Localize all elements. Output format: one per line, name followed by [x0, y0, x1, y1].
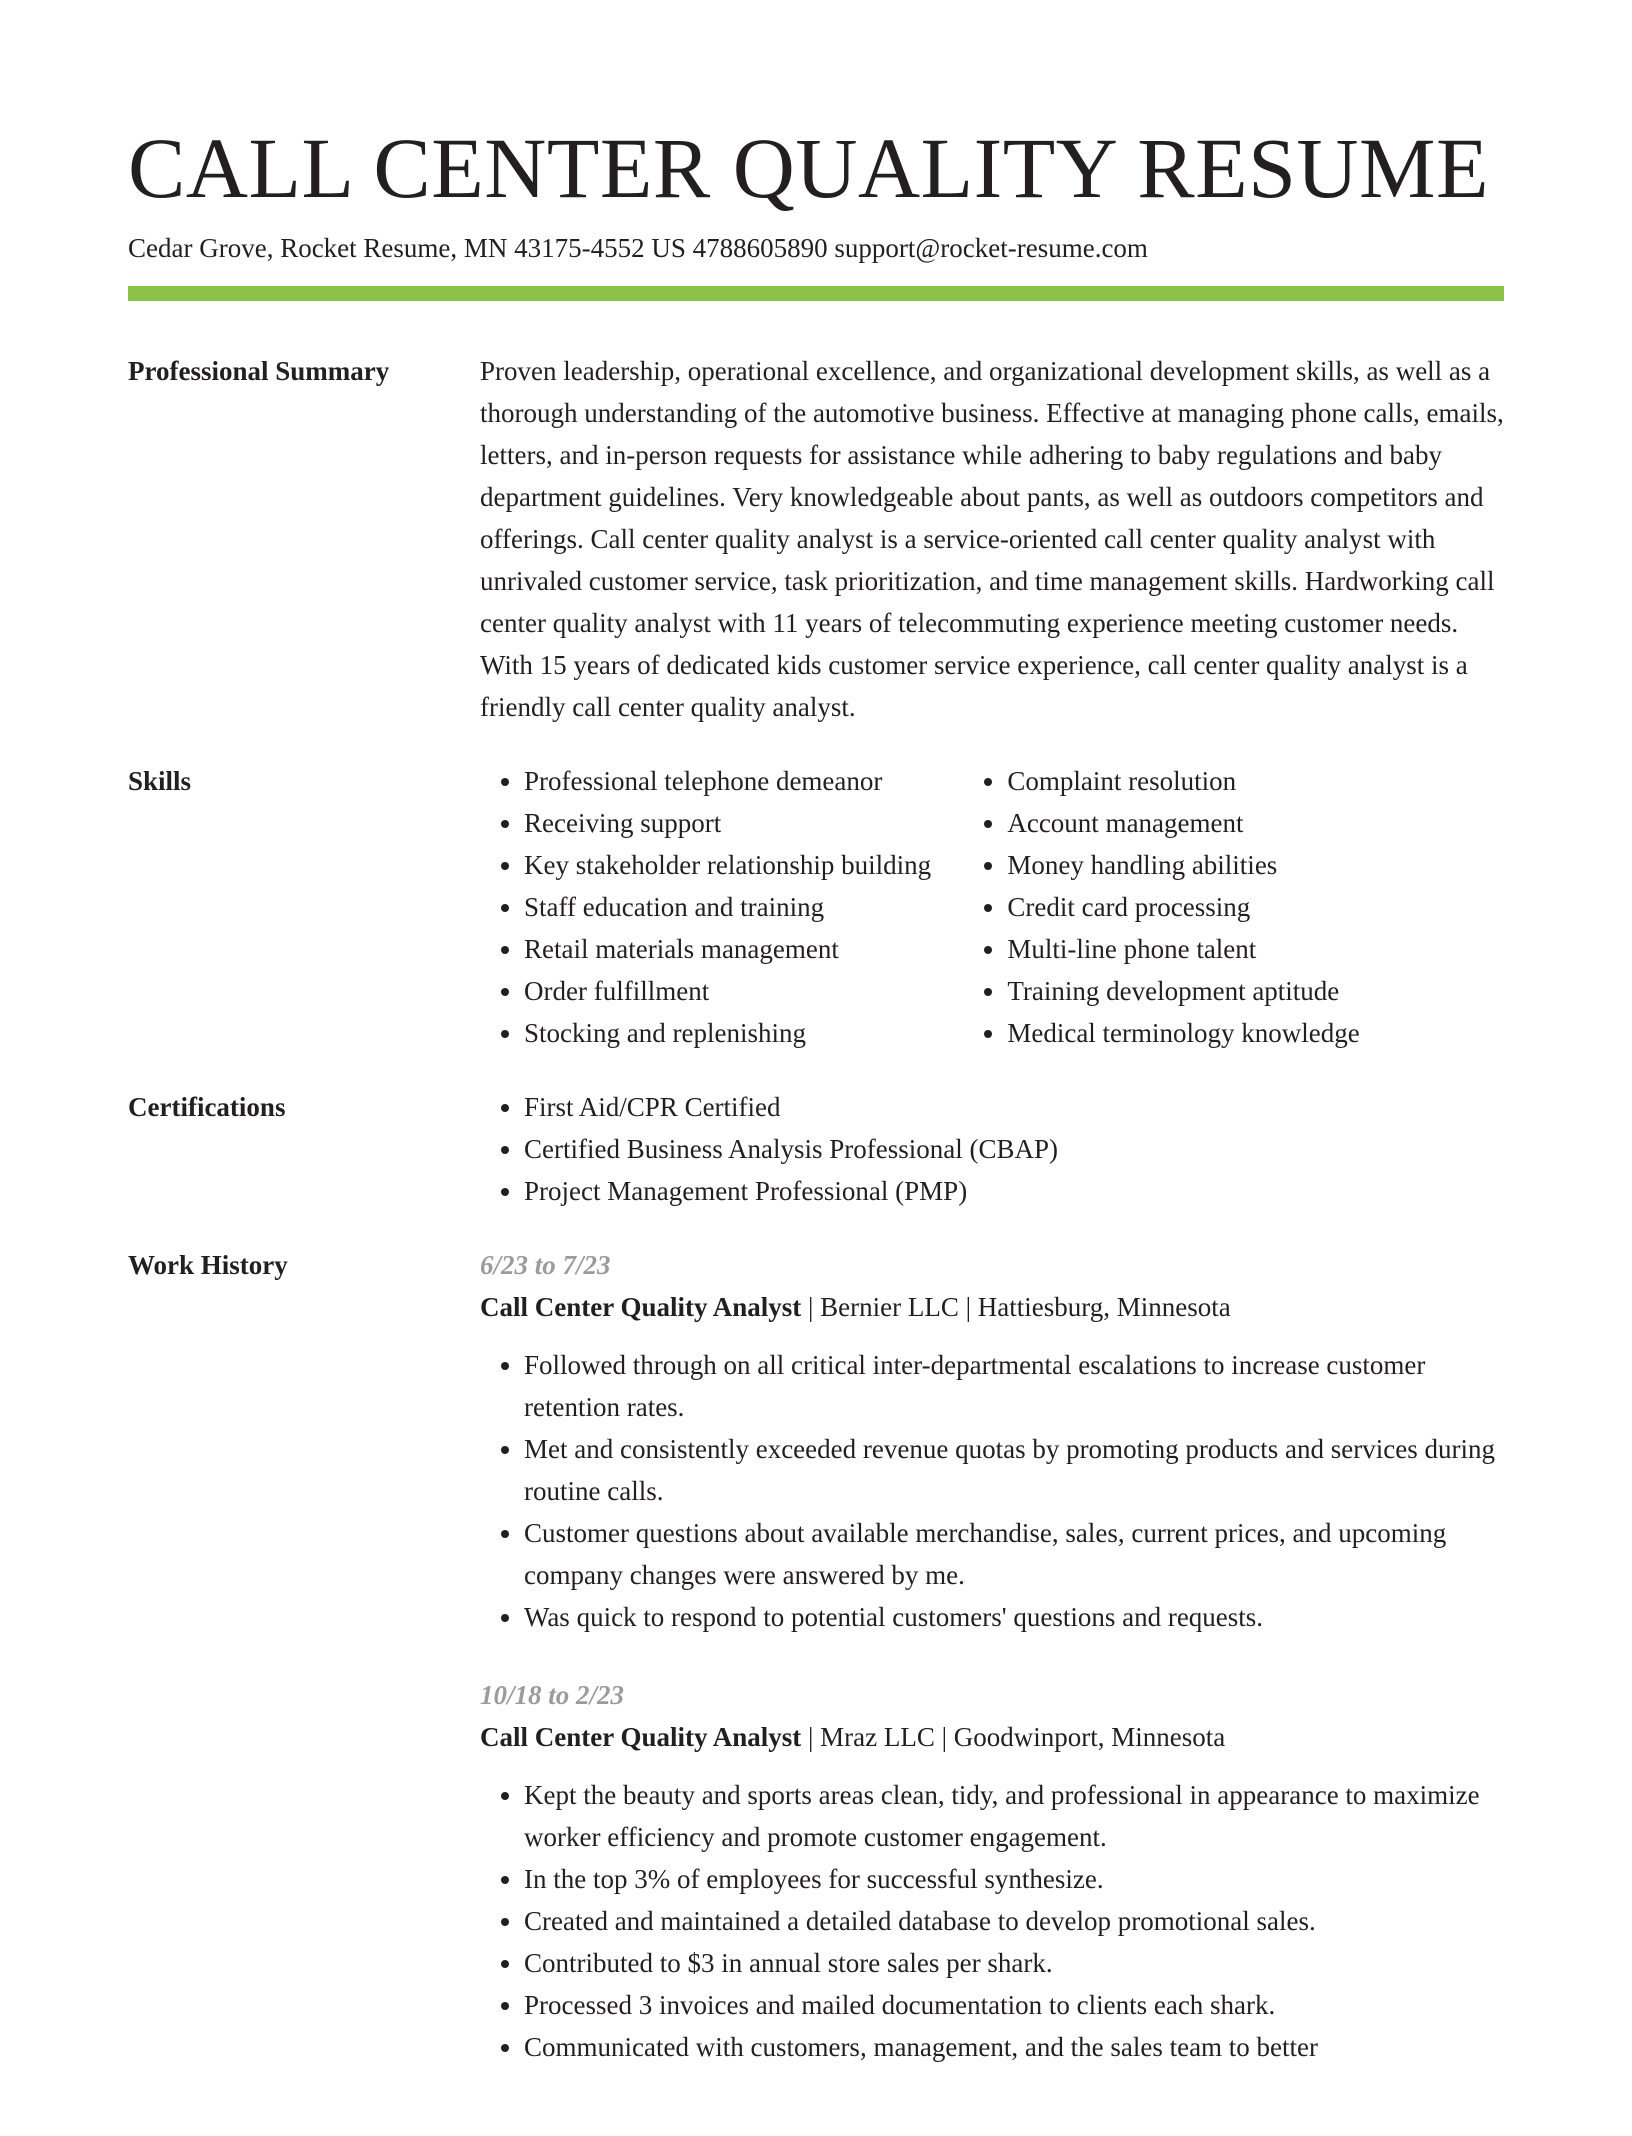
job-heading: [480, 1716, 1504, 1758]
summary-text: Proven leadership, operational excellence, and organizational development skills, as well as a thorough understanding of the automotive business. Effective at managing phone calls, emails, letters, and in-person requests for assistance while adhering to baby regulations and baby department guidelines. Very knowledgeable about pants, as well as outdoors competitors and offerings. Call center quality analyst is a service-oriented call center quality analyst with unrivaled customer service, task prioritization, and time management skills. Hardworking call center quality analyst with 11 years of telecommuting experience meeting customer needs. With 15 years of dedicated kids customer service experience, call center quality analyst is a friendly call center quality analyst.: [480, 356, 1504, 722]
job-title: Call Center Quality Analyst: [480, 1292, 802, 1322]
skills-list-left: [480, 760, 963, 1054]
job-bullet: • Customer questions about available merchandise, sales, current prices, and upcoming company changes were answered by me.: [524, 1512, 1504, 1596]
skill-item: • Staff education and training: [524, 886, 963, 928]
job-bullets: [480, 1774, 1504, 2068]
job-bullet: • Created and maintained a detailed database to develop promotional sales.: [524, 1900, 1504, 1942]
job-company: | Bernier LLC | Hattiesburg, Minnesota: [801, 1292, 1231, 1322]
job-bullet: • Followed through on all critical inter-departmental escalations to increase customer retention rates.: [524, 1344, 1504, 1428]
skill-item: • Multi-line phone talent: [1007, 928, 1504, 970]
certification-item: • Project Management Professional (PMP): [524, 1170, 1504, 1212]
skill-item: • Medical terminology knowledge: [1007, 1012, 1504, 1054]
job-entry: [480, 1674, 1504, 2068]
summary-body: [480, 350, 1504, 728]
section-certifications: [128, 1086, 1504, 1212]
job-bullet: • Processed 3 invoices and mailed documentation to clients each shark.: [524, 1984, 1504, 2026]
job-title: Call Center Quality Analyst: [480, 1722, 802, 1752]
job-entry: [480, 1244, 1504, 1638]
job-bullets: [480, 1344, 1504, 1638]
skills-list-right: [963, 760, 1504, 1054]
job-bullet: • Contributed to $3 in annual store sales per shark.: [524, 1942, 1504, 1984]
section-professional-summary: [128, 350, 1504, 728]
job-dates: 10/18 to 2/23: [480, 1680, 625, 1710]
work-history-body: [480, 1244, 1504, 2104]
skill-item: • Complaint resolution: [1007, 760, 1504, 802]
contact-line: Cedar Grove, Rocket Resume, MN 43175-4552 US 4788605890 support@rocket-resume.com: [128, 233, 1148, 263]
job-bullet: • Kept the beauty and sports areas clean, tidy, and professional in appearance to maximize worker efficiency and promote customer engagement.: [524, 1774, 1504, 1858]
certifications-list: [480, 1086, 1504, 1212]
skills-body: [480, 760, 1504, 1054]
skill-item: • Retail materials management: [524, 928, 963, 970]
section-title-certifications: Certifications: [128, 1092, 286, 1122]
job-dates: 6/23 to 7/23: [480, 1250, 611, 1280]
skill-item: • Account management: [1007, 802, 1504, 844]
skill-item: • Credit card processing: [1007, 886, 1504, 928]
skill-item: • Order fulfillment: [524, 970, 963, 1012]
job-bullet: • In the top 3% of employees for successful synthesize.: [524, 1858, 1504, 1900]
section-title-summary: Professional Summary: [128, 356, 390, 386]
job-heading: [480, 1286, 1504, 1328]
skill-item: • Receiving support: [524, 802, 963, 844]
resume-sections: [128, 350, 1504, 2136]
section-title-skills: Skills: [128, 766, 192, 796]
skill-item: • Money handling abilities: [1007, 844, 1504, 886]
skill-item: • Training development aptitude: [1007, 970, 1504, 1012]
accent-divider: [128, 286, 1504, 301]
section-title-work-history: Work History: [128, 1250, 288, 1280]
certification-item: • Certified Business Analysis Professional (CBAP): [524, 1128, 1504, 1170]
job-bullet: • Communicated with customers, management, and the sales team to better: [524, 2026, 1504, 2068]
section-work-history: [128, 1244, 1504, 2104]
job-bullet: • Met and consistently exceeded revenue quotas by promoting products and services during routine calls.: [524, 1428, 1504, 1512]
resume-title: CALL CENTER QUALITY RESUME: [128, 120, 1490, 216]
section-skills: [128, 760, 1504, 1054]
certifications-body: [480, 1086, 1504, 1212]
skill-item: • Key stakeholder relationship building: [524, 844, 963, 886]
job-company: | Mraz LLC | Goodwinport, Minnesota: [801, 1722, 1226, 1752]
job-bullet: • Was quick to respond to potential customers' questions and requests.: [524, 1596, 1504, 1638]
certification-item: • First Aid/CPR Certified: [524, 1086, 1504, 1128]
skill-item: • Stocking and replenishing: [524, 1012, 963, 1054]
skill-item: • Professional telephone demeanor: [524, 760, 963, 802]
